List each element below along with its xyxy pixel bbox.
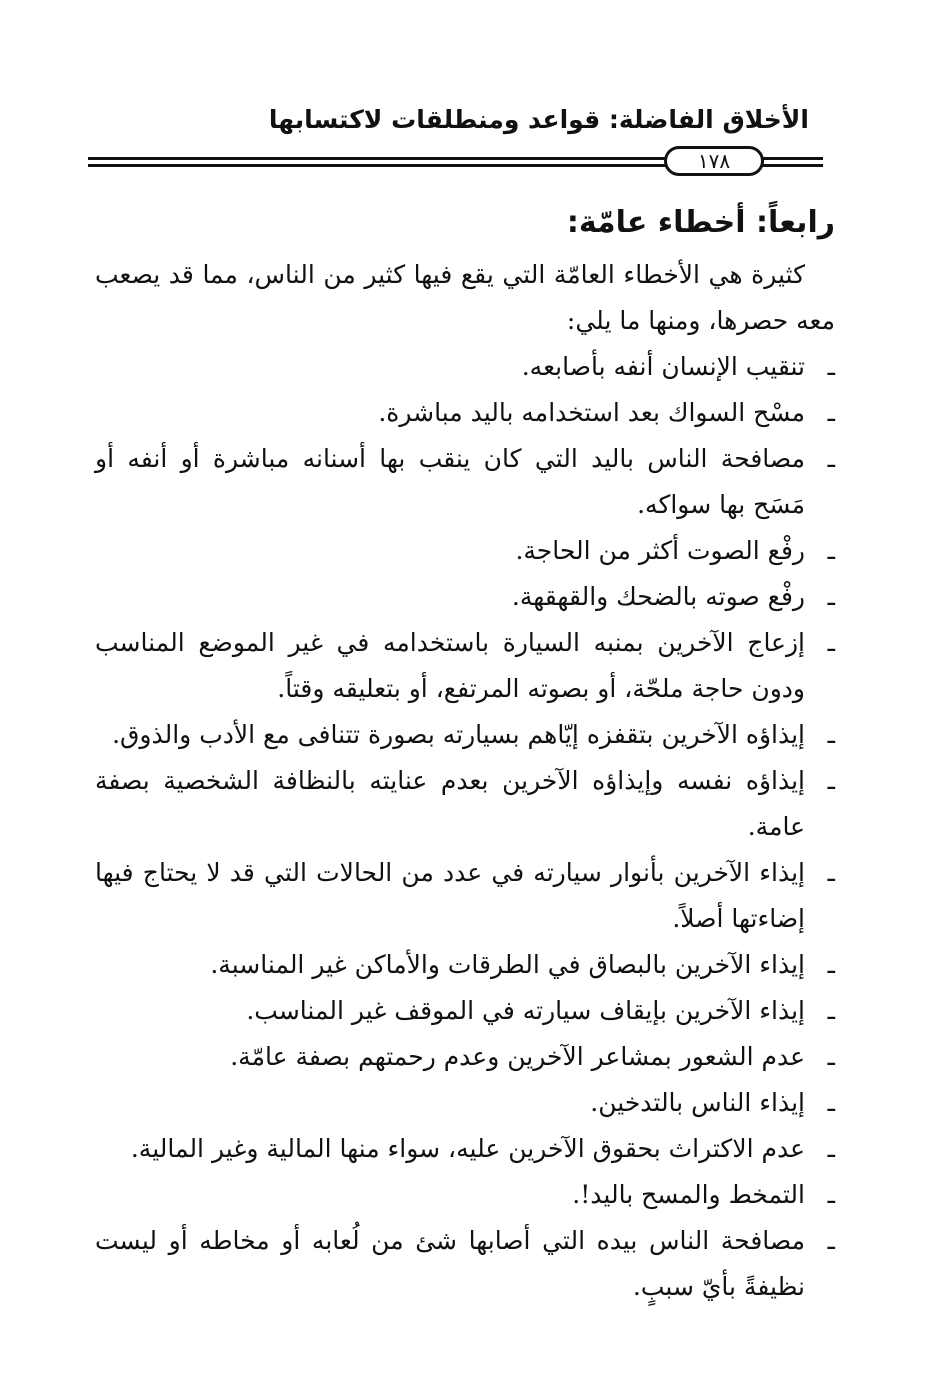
list-item: ـ إيذاء الآخرين بأنوار سيارته في عدد من الحالات التي قد لا يحتاج فيها إضاءتها أصلاً.: [95, 850, 835, 942]
list-item: ـ إيذاء الآخرين بالبصاق في الطرقات والأماكن غير المناسبة.: [95, 942, 835, 988]
list-item: ـ مصافحة الناس بيده التي أصابها شئ من لُعابه أو مخاطه أو ليست نظيفةً بأيّ سببٍ.: [95, 1218, 835, 1310]
mistakes-list: [95, 344, 835, 1310]
dash-marker: ـ: [827, 536, 835, 565]
list-item: ـ رفْع الصوت أكثر من الحاجة.: [95, 528, 835, 574]
list-item: ـ إيذاء الآخرين بإيقاف سيارته في الموقف غير المناسب.: [95, 988, 835, 1034]
dash-marker: ـ: [827, 1134, 835, 1163]
dash-marker: ـ: [827, 720, 835, 749]
list-item: ـ إيذاؤه الآخرين بتقفزه إيّاهم بسيارته بصورة تتنافى مع الأدب والذوق.: [95, 712, 835, 758]
list-item: ـ تنقيب الإنسان أنفه بأصابعه.: [95, 344, 835, 390]
dash-marker: ـ: [827, 352, 835, 381]
page-number-badge: [664, 146, 764, 176]
list-item: ـ مصافحة الناس باليد التي كان ينقب بها أسنانه مباشرة أو أنفه أو مَسَح بها سواكه.: [95, 436, 835, 528]
dash-marker: ـ: [827, 444, 835, 473]
dash-marker: ـ: [827, 628, 835, 657]
list-item: ـ التمخط والمسح باليد!.: [95, 1172, 835, 1218]
dash-marker: ـ: [827, 858, 835, 887]
dash-marker: ـ: [827, 1088, 835, 1117]
list-item: ـ مسْح السواك بعد استخدامه باليد مباشرة.: [95, 390, 835, 436]
list-item: ـ إزعاج الآخرين بمنبه السيارة باستخدامه في غير الموضع المناسب ودون حاجة ملحّة، أو بصوته المرتفع، أو بتعليقه وقتاً.: [95, 620, 835, 712]
page-number: ١٧٨: [697, 149, 731, 173]
dash-marker: ـ: [827, 398, 835, 427]
dash-marker: ـ: [827, 1180, 835, 1209]
intro-text: كثيرة هي الأخطاء العامّة التي يقع فيها كثير من الناس، مما قد يصعب معه حصرها، ومنها ما يلي:: [95, 260, 835, 335]
list-item: ـ رفْع صوته بالضحك والقهقهة.: [95, 574, 835, 620]
dash-marker: ـ: [827, 1226, 835, 1255]
list-item: ـ إيذاؤه نفسه وإيذاؤه الآخرين بعدم عنايته بالنظافة الشخصية بصفة عامة.: [95, 758, 835, 850]
dash-marker: ـ: [827, 766, 835, 795]
list-item: ـ عدم الاكتراث بحقوق الآخرين عليه، سواء منها المالية وغير المالية.: [95, 1126, 835, 1172]
list-item: ـ عدم الشعور بمشاعر الآخرين وعدم رحمتهم بصفة عامّة.: [95, 1034, 835, 1080]
dash-marker: ـ: [827, 582, 835, 611]
list-item: ـ إيذاء الناس بالتدخين.: [95, 1080, 835, 1126]
intro-paragraph: [95, 252, 835, 344]
dash-marker: ـ: [827, 996, 835, 1025]
dash-marker: ـ: [827, 950, 835, 979]
dash-marker: ـ: [827, 1042, 835, 1071]
section-title: رابعاً: أخطاء عامّة:: [566, 205, 835, 240]
running-header: الأخلاق الفاضلة: قواعد ومنطلقات لاكتسابها: [268, 105, 809, 134]
body-text: [95, 252, 835, 1310]
